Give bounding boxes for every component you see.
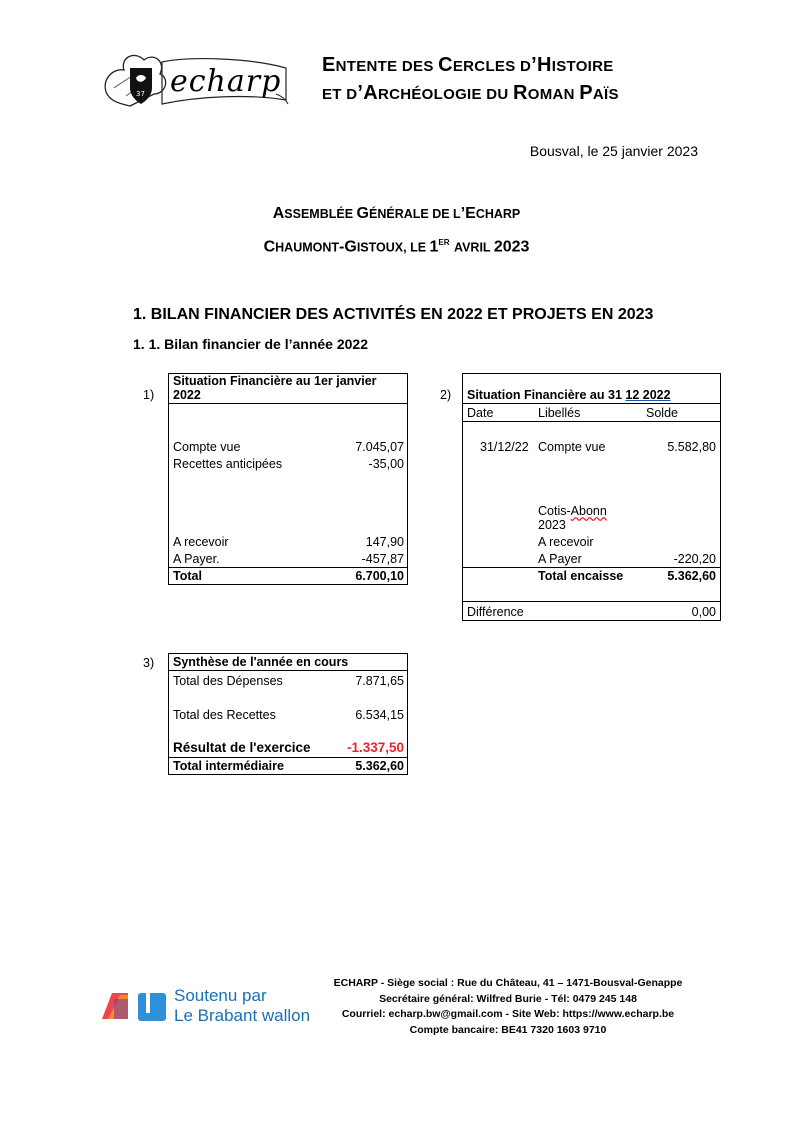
table1-row-label: A Payer. bbox=[173, 552, 220, 566]
table1-row-value: 7.045,07 bbox=[355, 440, 404, 454]
org-line-1: ENTENTE DES CERCLES D’HISTOIRE bbox=[322, 54, 614, 76]
table2-diff-label: Différence bbox=[467, 605, 524, 619]
col-label: Libellés bbox=[538, 406, 581, 420]
footer-address: ECHARP - Siège social : Rue du Château, 41 – 1471-Bousval-Genappe bbox=[333, 977, 683, 989]
table3-heading: Synthèse de l'année en cours bbox=[173, 655, 349, 669]
footer-email-web: Courriel: echarp.bw@gmail.com - Site Web: https://www.echarp.be bbox=[341, 1008, 675, 1020]
table1-row-value: -35,00 bbox=[368, 457, 404, 471]
echarp-logo bbox=[100, 48, 290, 110]
col-balance: Solde bbox=[646, 406, 678, 420]
logo-wordmark: echarp bbox=[170, 64, 282, 99]
footer-contact bbox=[300, 976, 716, 1038]
svg-text:37: 37 bbox=[136, 90, 145, 98]
table2-row-value: 5.582,80 bbox=[667, 440, 716, 454]
subtotal-value: 5.362,60 bbox=[355, 759, 404, 773]
subsection-heading: 1. 1. Bilan financier de l’année 2022 bbox=[133, 336, 368, 352]
table2-cotis-label: Cotis-Abonn 2023 bbox=[538, 504, 607, 532]
sponsor-text: Soutenu par Le Brabant wallon bbox=[174, 986, 311, 1025]
expenses-label: Total des Dépenses bbox=[173, 674, 283, 688]
subtotal-label: Total intermédiaire bbox=[173, 759, 284, 773]
table2-receive-label: A recevoir bbox=[538, 535, 594, 549]
brabant-wallon-icon bbox=[98, 989, 170, 1025]
footer-secretary: Secrétaire général: Wilfred Burie - Tél: 0479 245 148 bbox=[379, 992, 637, 1005]
table1-total-label: Total bbox=[173, 569, 202, 583]
table2-total-label: Total encaisse bbox=[538, 569, 624, 583]
section-heading: 1. BILAN FINANCIER DES ACTIVITÉS EN 2022 ET PROJETS EN 2023 bbox=[133, 306, 654, 323]
table1-row-value: 147,90 bbox=[365, 535, 404, 549]
org-line-2: ET D’ARCHÉOLOGIE DU ROMAN PAÏS bbox=[322, 82, 619, 104]
income-value: 6.534,15 bbox=[355, 708, 404, 722]
table1-row-label: A recevoir bbox=[173, 535, 229, 549]
meeting-title: ASSEMBLÉE GÉNÉRALE DE L’ECHARP bbox=[272, 205, 521, 222]
table1-row-label: Recettes anticipées bbox=[173, 457, 283, 471]
col-date: Date bbox=[467, 406, 494, 420]
brabant-wallon-logo bbox=[98, 983, 318, 1029]
table2-pay-value: -220,20 bbox=[673, 552, 716, 566]
footer-bank: Compte bancaire: BE41 7320 1603 9710 bbox=[409, 1023, 607, 1036]
table2-diff-value: 0,00 bbox=[691, 605, 716, 619]
table2-pay-label: A Payer bbox=[538, 552, 582, 566]
expenses-value: 7.871,65 bbox=[355, 674, 404, 688]
table3-marker: 3) bbox=[143, 656, 155, 670]
table1-row-label: Compte vue bbox=[173, 440, 241, 454]
table1-row-value: -457,87 bbox=[361, 552, 404, 566]
income-label: Total des Recettes bbox=[173, 708, 276, 722]
table1-total-value: 6.700,10 bbox=[355, 569, 404, 583]
table2-row-date: 31/12/22 bbox=[480, 440, 529, 454]
table2-total-value: 5.362,60 bbox=[667, 569, 716, 583]
table2-box bbox=[462, 373, 721, 621]
result-label: Résultat de l'exercice bbox=[173, 740, 311, 755]
table1-heading: Situation Financière au 1er janvier 2022 bbox=[173, 374, 377, 402]
result-value: -1.337,50 bbox=[346, 740, 404, 755]
table2-row-label: Compte vue bbox=[538, 440, 606, 454]
meeting-location-date: CHAUMONT-GISTOUX, LE 1ER AVRIL 2023 bbox=[263, 238, 530, 256]
organization-name bbox=[322, 52, 619, 108]
table1-marker: 1) bbox=[143, 388, 155, 402]
table2-marker: 2) bbox=[440, 388, 452, 402]
table2-heading: Situation Financière au 31 12 2022 bbox=[467, 388, 671, 402]
letter-date: Bousval, le 25 janvier 2023 bbox=[529, 143, 698, 159]
